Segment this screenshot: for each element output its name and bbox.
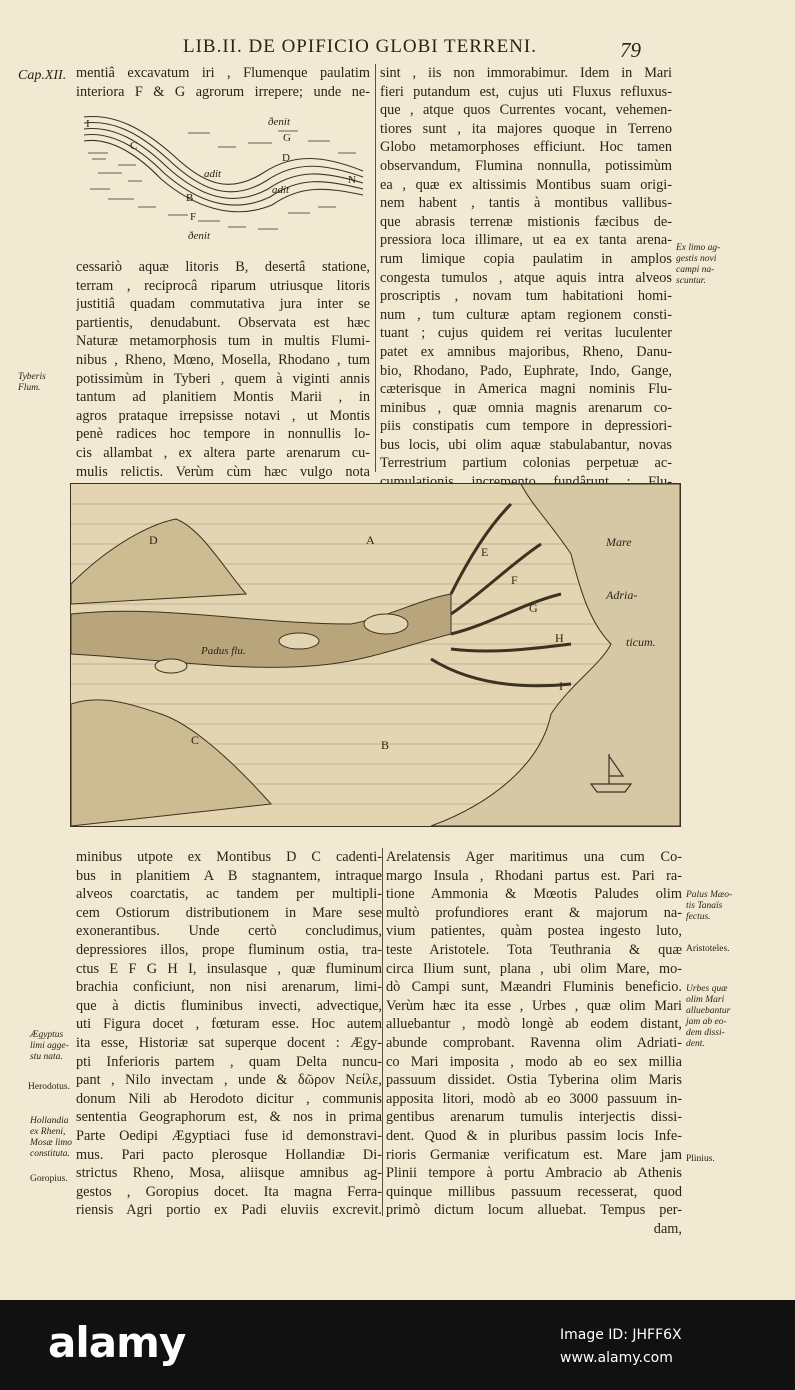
small-fig-annot-2: adit <box>204 168 222 180</box>
text-line: pti Inferioris partem , quam Delta nuncu- <box>76 1053 382 1070</box>
text-line: congesta tumulos , atque aquis intra alveos <box>380 269 672 286</box>
big-fig-label-d: D <box>149 533 158 547</box>
text-line: interiora F & G agrorum irrepere; unde ne- <box>76 83 370 100</box>
text-line: bus locis, ubi olim aquæ stabulabantur, novas <box>380 436 672 453</box>
margin-note-aristoteles: Aristoteles. <box>686 944 730 954</box>
alamy-logo: alamy <box>48 1318 186 1367</box>
text-line: proscriptis , novam tum habitationi homi- <box>380 288 672 305</box>
margin-note-hollandia: Hollandia ex Rheni, Mosæ limo constituta. <box>30 1116 72 1159</box>
text-line: tione Ammonia & Mœotis Paludes olim <box>386 886 682 903</box>
upper-right-column <box>380 64 672 492</box>
small-fig-label-g: G <box>283 132 291 144</box>
text-line: Plinii tempore à portu Ambracio ab Athenis <box>386 1165 682 1182</box>
margin-note-goropius: Goropius. <box>30 1174 68 1184</box>
text-line: primò dictum locum alluebat. Tempus per- <box>386 1202 682 1219</box>
text-line: mus. Pari pacto plerosque Hollandiæ Di- <box>76 1146 382 1163</box>
meander-figure <box>78 103 370 245</box>
big-fig-label-b: B <box>381 738 390 752</box>
small-fig-label-d: D <box>282 152 290 164</box>
margin-note-plinius: Plinius. <box>686 1154 715 1164</box>
text-line: strictus Rheno, Mosa, aliisque amnibus ag- <box>76 1165 382 1182</box>
text-line: potissimùm in Tyberi , quem à viginti annis <box>76 370 370 387</box>
text-line: passuum dissidet. Ostia Tyberina olim Maris <box>386 1072 682 1089</box>
text-line: Globo metamorphoses efficiunt. Hoc tamen <box>380 139 672 156</box>
small-fig-label-n: N <box>348 174 356 186</box>
text-line: tiores sunt , ita majores quoque in Terreno <box>380 120 672 137</box>
text-line: cessariò aquæ litoris B, desertâ statione, <box>76 259 370 275</box>
text-line: sententia Geographorum est, & nos in prima <box>76 1109 382 1126</box>
text-line: Parte Oedipi Ægyptiaci fuse id demonstravi- <box>76 1127 382 1144</box>
upper-left-column-top <box>76 64 370 101</box>
text-line: rum limique copia paulatim in amplos <box>380 250 672 267</box>
small-fig-label-c: C <box>130 140 138 152</box>
small-fig-label-f: F <box>190 211 197 223</box>
text-line: num , tum culturæ aptam regionem consti- <box>380 306 672 323</box>
big-fig-label-h: H <box>555 631 564 645</box>
big-fig-sea-line-2: Adria- <box>606 588 638 602</box>
text-line: riensis Agri portio ex Padi eluviis excrevit. <box>76 1202 382 1219</box>
text-line: rioris Germaniæ verificatum est. Mare jam <box>386 1146 682 1163</box>
text-line: circa Ilium sunt, plana , ubi olim Mare, mo- <box>386 960 682 977</box>
text-line: minibus , quæ omnia magnis arenarum co- <box>380 399 672 416</box>
text-line: que , atque quos Currentes vocant, vehemen- <box>380 102 672 119</box>
text-line: tuant ; cujus quidem rei veritas luculenter <box>380 325 672 342</box>
text-line: Terrestrium partium colonias perpetuæ ac- <box>380 455 672 472</box>
text-line: alluebantur , modò longè ab eodem distant, <box>386 1016 682 1033</box>
text-line: cæterisque in America magni nominis Flu- <box>380 381 672 398</box>
margin-note-palus: Palus Mæo- tis Tanaïs fectus. <box>686 890 733 922</box>
text-line: abunde comprobant. Ravenna olim Adriati- <box>386 1034 682 1051</box>
text-line: mentiâ excavatum iri , Flumenque paulatim <box>76 65 370 81</box>
text-line: sint , iis non immorabimur. Idem in Mari <box>380 65 672 81</box>
text-line: multò profundiores erant & majorum na- <box>386 904 682 921</box>
margin-note-tyberis: Tyberis Flum. <box>18 372 46 393</box>
text-line: teste Aristotele. Tota Teuthrania & quæ <box>386 941 682 958</box>
text-line: Verùm hæc ita esse , Urbes , quæ olim Mari <box>386 997 682 1014</box>
text-line: partientis, denudabunt. Observata est hæc <box>76 314 370 331</box>
text-line: alveos coarctatis, ac tandem per multipli- <box>76 886 382 903</box>
text-line: nem habent , tantis à montibus vallibus- <box>380 195 672 212</box>
big-fig-label-f: F <box>511 573 518 587</box>
column-divider-lower <box>382 848 383 1216</box>
lower-left-column <box>76 848 382 1220</box>
text-line: terram , reciprocâ riparum utriusque litoris <box>76 277 370 294</box>
text-line: apposita litori, modò ab eo 3000 passuum in- <box>386 1090 682 1107</box>
text-line: vium patientes, quàm postea ingesto luto, <box>386 923 682 940</box>
margin-note-herodotus: Herodotus. <box>28 1082 70 1092</box>
small-fig-label-i: I <box>86 118 90 130</box>
text-line: justitiâ quadam commutativa jura inter se <box>76 296 370 313</box>
text-line: Arelatensis Ager maritimus una cum Co- <box>386 849 682 865</box>
text-line: que à dictis fluminibus invecti, advectique, <box>76 997 382 1014</box>
text-line: nibus , Rheno, Mœno, Mosella, Rhodano , tum <box>76 351 370 368</box>
chapter-marker: Cap.XII. <box>18 68 67 83</box>
big-fig-label-g: G <box>529 601 538 615</box>
text-line: dent. Quod & in pluribus passim locis Infe- <box>386 1127 682 1144</box>
text-line: ctus E F G H I, insulasque , quæ fluminum <box>76 960 382 977</box>
text-line: margo Insula , Rhodani partus est. Pari ra- <box>386 867 682 884</box>
text-line: ea , quæ ex altissimis Montibus suam origi- <box>380 176 672 193</box>
big-fig-label-e: E <box>481 545 489 559</box>
text-line: dò Campi sunt, Mæandri Fluminis beneficio. <box>386 979 682 996</box>
text-line: ita esse, Historiæ sat superque docent : Ægy- <box>76 1034 382 1051</box>
margin-note-urbes: Urbes quæ olim Mari alluebantur jam ab eo- dem dissi- dent. <box>686 984 731 1049</box>
text-line: exonerantibus. Unde certò concludimus, <box>76 923 382 940</box>
text-line: minibus utpote ex Montibus D C cadenti- <box>76 849 382 865</box>
stock-site: www.alamy.com <box>560 1350 673 1366</box>
text-line: co Mari imposita , modo ab eo sex millia <box>386 1053 682 1070</box>
margin-note-ex-limo: Ex limo ag- gestis novi campi na- scuntur. <box>676 243 721 286</box>
small-fig-annot-1: ðenit <box>268 116 290 128</box>
big-fig-label-a: A <box>366 533 375 547</box>
text-line: gestos , Goropius docet. Ita magna Ferra- <box>76 1183 382 1200</box>
text-line: cis allambat , ex altera parte arenarum cu- <box>76 444 370 461</box>
small-fig-annot-4: ðenit <box>188 230 210 242</box>
text-line: pressiora loca illimare, ut ea ex tanta arena- <box>380 232 672 249</box>
text-line: patet ex amnibus majoribus, Rheno, Danu- <box>380 343 672 360</box>
text-line: dam, <box>653 1220 682 1237</box>
text-line: que abrasis terrenæ mistionis fæcibus de- <box>380 213 672 230</box>
margin-note-aegyptus: Ægyptus limi agge- stu nata. <box>30 1030 69 1062</box>
upper-left-column-bottom <box>76 258 370 481</box>
small-fig-annot-3: adit <box>272 184 290 196</box>
text-line: brachia conficiunt, non nisi arenarum, limi- <box>76 979 382 996</box>
text-line: depressiores illos, prope fluminum ostia, tra- <box>76 941 382 958</box>
small-fig-label-b: B <box>186 192 194 204</box>
big-fig-river-label: Padus flu. <box>201 645 246 657</box>
text-line: pant , Nilo invectam , unde & δῶρον Νείλε, <box>76 1072 382 1089</box>
text-line: bio, Rhodano, Pado, Euphrate, Indo, Gange, <box>380 362 672 379</box>
text-line: cem Ostiorum distributionem in Mare sese <box>76 904 382 921</box>
text-line: tantum ad planitiem Montis Marii , in <box>76 389 370 406</box>
page-number: 79 <box>620 38 641 62</box>
big-fig-label-c: C <box>191 733 200 747</box>
po-delta-map <box>71 484 680 826</box>
text-line: uti Figura docet , fœturam esse. Hoc autem <box>76 1016 382 1033</box>
big-fig-label-i: I <box>559 679 563 693</box>
text-line: bus in planitiem A B stagnantem, intraque <box>76 867 382 884</box>
text-line: observandum, Flumina nonnulla, potissimùm <box>380 157 672 174</box>
running-head: LIB.II. DE OPIFICIO GLOBI TERRENI. <box>183 36 537 57</box>
text-line: donum Nili ab Herodoto dicitur , communis <box>76 1090 382 1107</box>
text-line: mulis relictis. Verùm cùm hæc vulgo nota <box>76 463 370 480</box>
text-line: fieri putandum est, cujus uti Fluxus refluxus- <box>380 83 672 100</box>
po-delta-figure <box>70 483 681 827</box>
text-line: Naturæ metamorphosis tum in multis Flumi- <box>76 333 370 350</box>
text-line: piis constipatis cum tempore in depressiori- <box>380 418 672 435</box>
text-line: quinque millibus passuum recesserat, quod <box>386 1183 682 1200</box>
text-line: gentibus arenarum tumulis interjectis dissi- <box>386 1109 682 1126</box>
text-line: agros prataque irrepsisse notavi , ut Montis <box>76 407 370 424</box>
text-line: penè radices hoc tempore in nonnullis lo- <box>76 426 370 443</box>
big-fig-sea-line-3: ticum. <box>626 635 656 649</box>
image-id: Image ID: JHFF6X <box>560 1327 682 1343</box>
column-divider-upper <box>375 64 376 472</box>
lower-right-column <box>386 848 682 1238</box>
big-fig-sea-line-1: Mare <box>606 535 632 549</box>
